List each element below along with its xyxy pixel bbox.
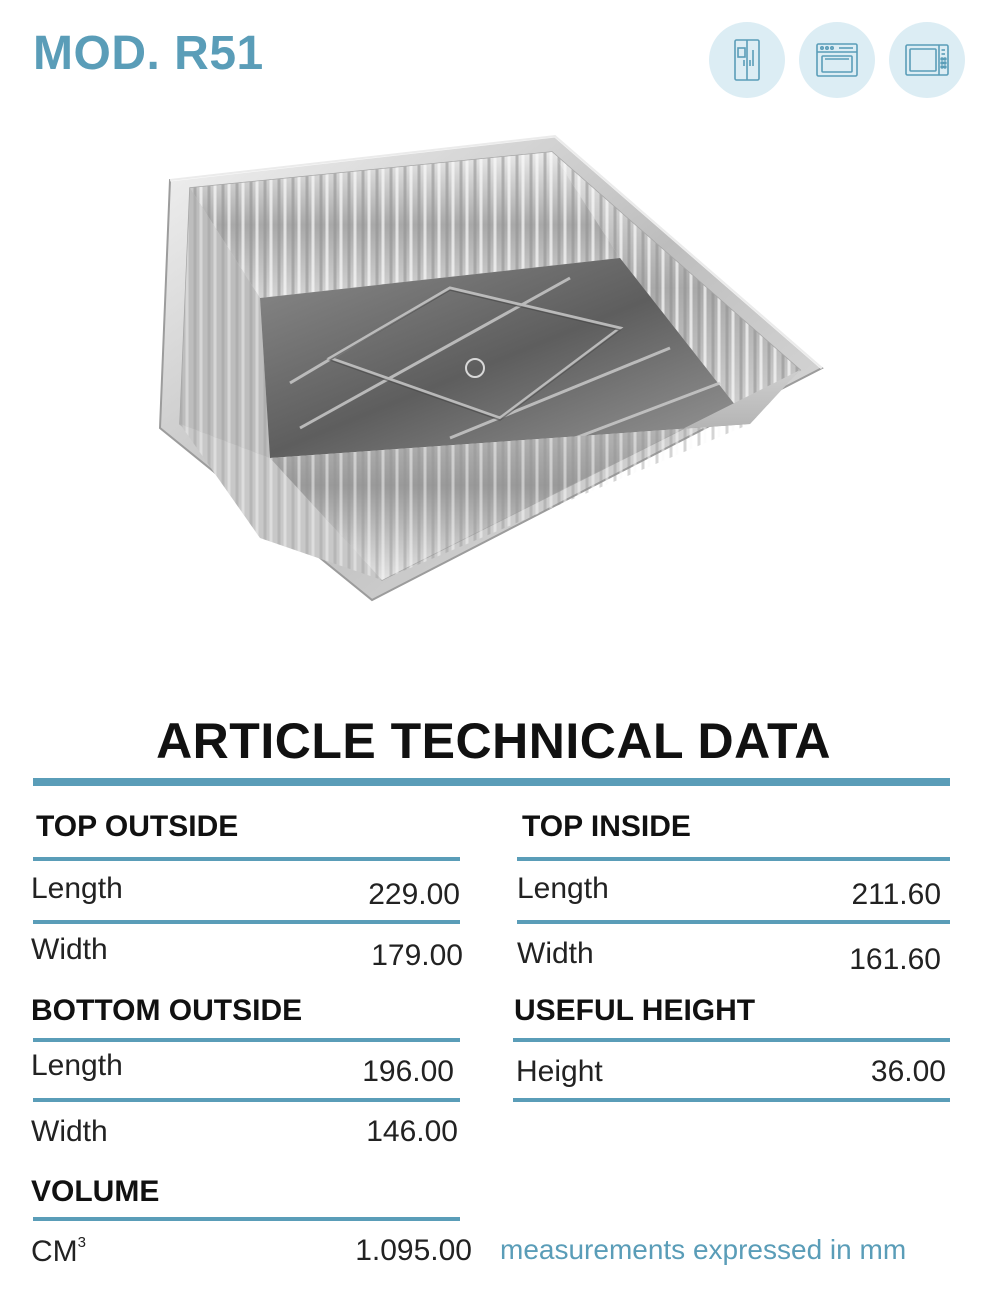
section-heading: ARTICLE TECHNICAL DATA bbox=[156, 713, 831, 769]
useful-height-value: 36.00 bbox=[870, 1055, 946, 1088]
divider bbox=[33, 857, 460, 861]
divider bbox=[33, 1217, 460, 1221]
bottom-outside-width-value: 146.00 bbox=[366, 1115, 458, 1148]
units-note: measurements expressed in mm bbox=[500, 1234, 907, 1265]
top-outside-length-value: 229.00 bbox=[368, 878, 460, 911]
product-image bbox=[150, 128, 840, 608]
model-title: MOD. R51 bbox=[33, 27, 264, 80]
bottom-outside-length-label: Length bbox=[31, 1049, 123, 1082]
volume-title: VOLUME bbox=[31, 1175, 160, 1208]
top-inside-length-label: Length bbox=[517, 872, 609, 905]
useful-height-title: USEFUL HEIGHT bbox=[514, 994, 756, 1027]
divider bbox=[33, 920, 460, 924]
divider bbox=[517, 857, 950, 861]
divider bbox=[517, 920, 950, 924]
useful-height-label: Height bbox=[516, 1055, 603, 1088]
top-outside-title: TOP OUTSIDE bbox=[36, 810, 239, 843]
divider bbox=[33, 1098, 460, 1102]
top-outside-length-label: Length bbox=[31, 872, 123, 905]
usage-icons bbox=[709, 22, 965, 98]
divider bbox=[33, 1038, 460, 1042]
divider bbox=[513, 1098, 950, 1102]
microwave-icon bbox=[889, 22, 965, 98]
heading-rule bbox=[33, 778, 950, 786]
bottom-outside-title: BOTTOM OUTSIDE bbox=[31, 994, 303, 1027]
top-outside-width-value: 179.00 bbox=[371, 939, 463, 972]
volume-label: $CM^3$ bbox=[31, 1234, 86, 1268]
bottom-outside-length-value: 196.00 bbox=[362, 1055, 454, 1088]
top-inside-width-value: 161.60 bbox=[849, 943, 941, 976]
fridge-icon bbox=[709, 22, 785, 98]
top-outside-width-label: Width bbox=[31, 933, 108, 966]
top-inside-title: TOP INSIDE bbox=[522, 810, 691, 843]
bottom-outside-width-label: Width bbox=[31, 1115, 108, 1148]
top-inside-width-label: Width bbox=[517, 937, 594, 970]
oven-icon bbox=[799, 22, 875, 98]
divider bbox=[513, 1038, 950, 1042]
volume-value: 1.095.00 bbox=[355, 1234, 472, 1267]
top-inside-length-value: 211.60 bbox=[851, 878, 941, 911]
